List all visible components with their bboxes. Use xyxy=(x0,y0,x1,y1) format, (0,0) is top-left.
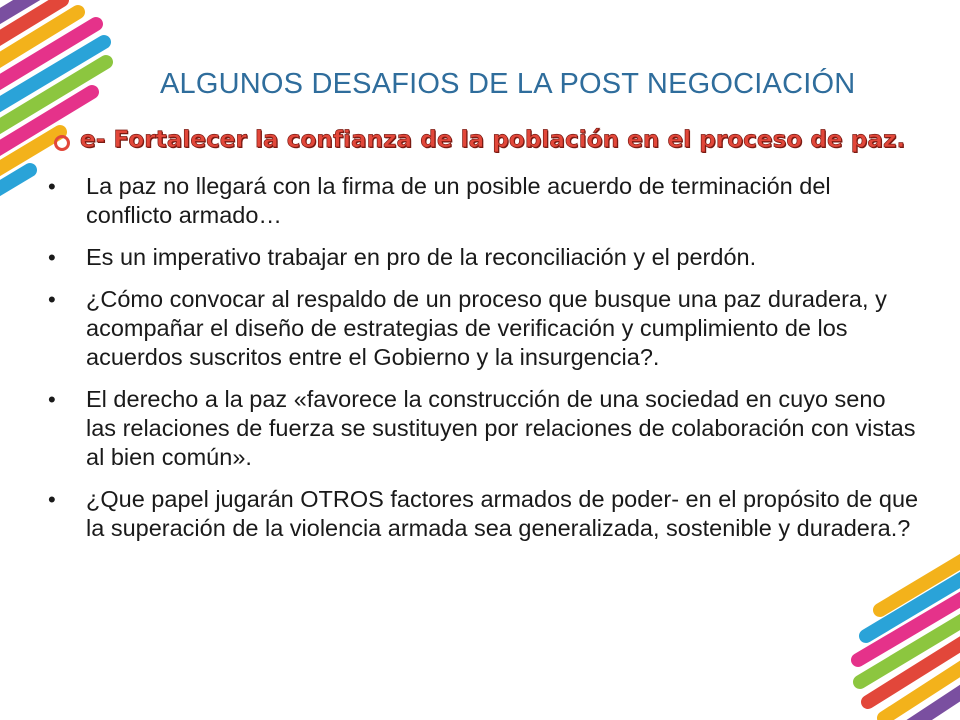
bullet-text: ¿Que papel jugarán OTROS factores armados de poder- en el propósito de que la superación de la violencia armada sea generalizada, sostenible y duradera.? xyxy=(86,486,919,541)
list-item xyxy=(48,485,920,543)
bullet-dot-icon: • xyxy=(48,487,56,512)
list-item xyxy=(48,385,920,472)
bullet-dot-icon: • xyxy=(48,174,56,199)
slide-title: ALGUNOS DESAFIOS DE LA POST NEGOCIACIÓN xyxy=(160,68,856,100)
bullet-dot-icon: • xyxy=(48,245,56,270)
bullet-list xyxy=(48,172,920,556)
bullet-text: El derecho a la paz «favorece la construcción de una sociedad en cuyo seno las relaciones de fuerza se sustituyen por relaciones de colaboración con vistas al bien común». xyxy=(86,386,916,470)
ring-bullet-icon xyxy=(54,135,70,151)
bullet-dot-icon: • xyxy=(48,287,56,312)
slide-subtitle: e- Fortalecer la confianza de la población en el proceso de paz. xyxy=(80,127,906,153)
bullet-dot-icon: • xyxy=(48,387,56,412)
bullet-text: La paz no llegará con la firma de un posible acuerdo de terminación del conflicto armado… xyxy=(86,173,831,228)
list-item xyxy=(48,243,920,272)
bullet-text: ¿Cómo convocar al respaldo de un proceso que busque una paz duradera, y acompañar el diseño de estrategias de verificación y cumplimiento de los acuerdos suscritos entre el Gobierno y la insurgencia?. xyxy=(86,286,887,370)
list-item xyxy=(48,172,920,230)
bottom-right-stripes xyxy=(858,550,960,720)
list-item xyxy=(48,285,920,372)
top-left-stripes xyxy=(0,0,106,200)
bullet-text: Es un imperativo trabajar en pro de la reconciliación y el perdón. xyxy=(86,244,757,270)
